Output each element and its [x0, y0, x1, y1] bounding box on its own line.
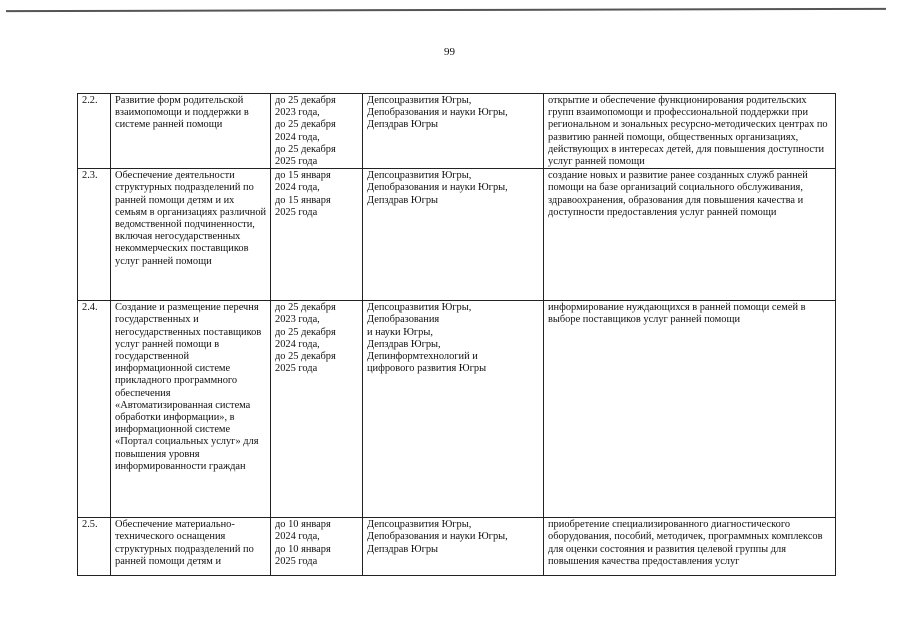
activity-name: Обеспечение материально-технического оснащения структурных подразделений по ранней помощи детям и	[111, 518, 271, 576]
executor: Депсоцразвития Югры, Депобразования и науки Югры, Депздрав Югры, Депинформтехнологий и цифрового развития Югры	[363, 301, 544, 518]
deadline: до 10 января 2024 года, до 10 января 2025 года	[271, 518, 363, 576]
activity-name: Создание и размещение перечня государственных и негосударственных поставщиков услуг ранней помощи в государственной информационной системе прикладного программного обеспечения «Автоматизированная система обработки информации», в информационной системе «Портал социальных услуг» для повышения уровня информированности граждан	[111, 301, 271, 518]
table-row	[78, 518, 836, 576]
deadline: до 25 декабря 2023 года, до 25 декабря 2024 года, до 25 декабря 2025 года	[271, 94, 363, 169]
activity-name: Развитие форм родительской взаимопомощи и поддержки в системе ранней помощи	[111, 94, 271, 169]
table-row	[78, 301, 836, 518]
action-plan-table	[77, 93, 836, 576]
scan-edge-line	[6, 8, 886, 12]
executor: Депсоцразвития Югры, Депобразования и науки Югры, Депздрав Югры	[363, 518, 544, 576]
page-number: 99	[444, 46, 455, 58]
row-number: 2.3.	[78, 169, 111, 301]
expected-result: открытие и обеспечение функционирования родительских групп взаимопомощи и профессиональной поддержки при региональном и зональных ресурсно-методических центрах по развитию ранней помощи, общественных организациях, действующих в интересах детей, для повышения доступности услуг ранней помощи	[544, 94, 836, 169]
row-number: 2.4.	[78, 301, 111, 518]
activity-name: Обеспечение деятельности структурных подразделений по ранней помощи детям и их семьям в организациях различной ведомственной подчиненности, включая негосударственных некоммерческих поставщиков услуг ранней помощи	[111, 169, 271, 301]
table-row	[78, 169, 836, 301]
row-number: 2.2.	[78, 94, 111, 169]
row-number: 2.5.	[78, 518, 111, 576]
expected-result: создание новых и развитие ранее созданных служб ранней помощи на базе организаций социального обслуживания, здравоохранения, образования для повышения качества и доступности предоставления услуг ранней помощи	[544, 169, 836, 301]
executor: Депсоцразвития Югры, Депобразования и науки Югры, Депздрав Югры	[363, 94, 544, 169]
deadline: до 25 декабря 2023 года, до 25 декабря 2024 года, до 25 декабря 2025 года	[271, 301, 363, 518]
expected-result: приобретение специализированного диагностического оборудования, пособий, методичек, программных комплексов для оценки состояния и развития целевой группы для повышения качества предоставления услуг	[544, 518, 836, 576]
deadline: до 15 января 2024 года, до 15 января 2025 года	[271, 169, 363, 301]
expected-result: информирование нуждающихся в ранней помощи семей в выборе поставщиков услуг ранней помощи	[544, 301, 836, 518]
table-row	[78, 94, 836, 169]
executor: Депсоцразвития Югры, Депобразования и науки Югры, Депздрав Югры	[363, 169, 544, 301]
